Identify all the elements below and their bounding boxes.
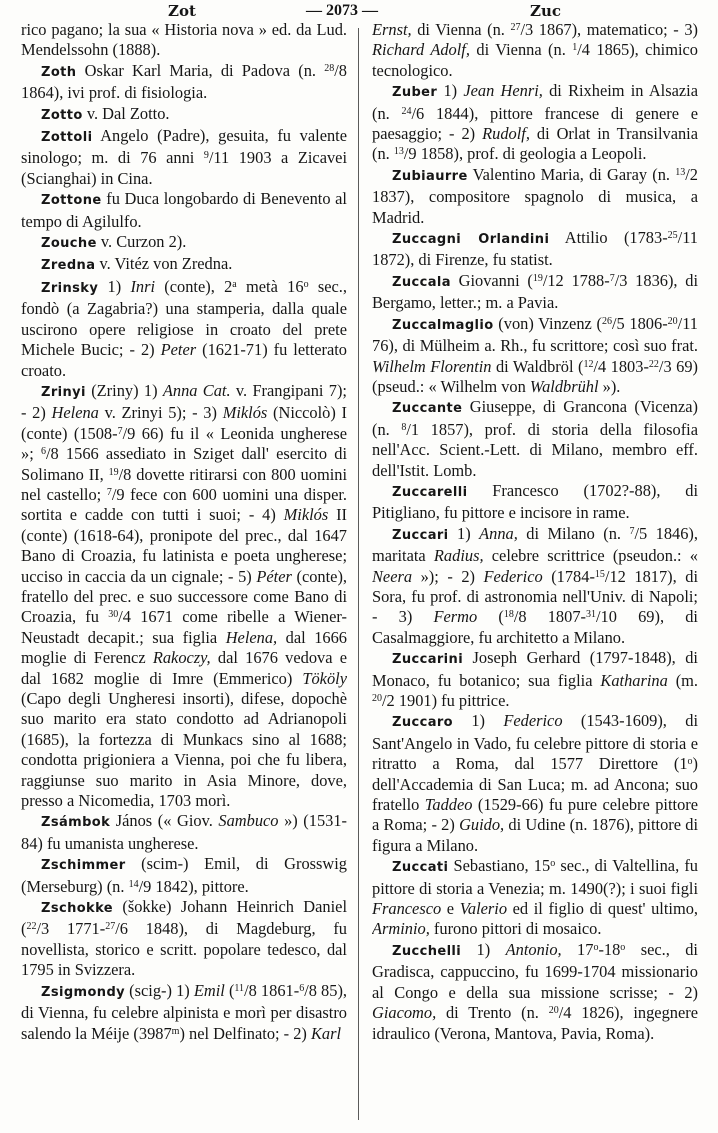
entry-text: (: [224, 980, 235, 1000]
superscript: 28: [324, 62, 335, 74]
superscript: o: [303, 278, 309, 290]
entry-text: di Udine (n. 1876), pittore di figura a Milano.: [372, 815, 698, 855]
superscript: 22: [26, 921, 37, 933]
entry-text: /3 1836), di Bergamo, letter.; m. a Pavia.: [372, 270, 698, 313]
superscript: 9: [203, 150, 209, 162]
dictionary-entry: [372, 314, 698, 398]
entry-text: di Orlat in Transilvania (n.: [372, 124, 698, 164]
entry-text: di Waldbröl (: [491, 356, 584, 376]
entry-text: di Vienna (n.: [411, 20, 511, 39]
entry-text: 1): [448, 523, 480, 543]
entry-text: sec., fondò (a Zagabria?) una stamperia, dalla quale uscirono opere religiose in croato del prete Michele Bucic; - 2): [21, 276, 347, 360]
entry-text: /11 1903 a Zicavei (Scianghai) in Cina.: [21, 148, 347, 188]
italic-text: Radius,: [433, 546, 484, 566]
dictionary-entry: [372, 940, 698, 1044]
headword: Zuccala: [392, 274, 451, 290]
headword: Zotto: [41, 107, 83, 123]
entry-text: /8 85), di Vienna, fu celebre alpinista e morì per disastro salendo la Méije (3987: [21, 980, 347, 1043]
entry-text: János (« Giov.: [110, 811, 219, 831]
entry-text: e: [441, 899, 460, 919]
italic-text: Anna,: [479, 523, 518, 543]
superscript: 20: [548, 1005, 559, 1017]
entry-text: di Vienna (n.: [469, 40, 573, 60]
entry-text: (: [477, 607, 504, 627]
italic-text: Jean Henri,: [463, 81, 543, 101]
italic-text: Rudolf,: [482, 124, 530, 144]
entry-text: (šokke) Johann Heinrich Daniel (: [21, 897, 347, 939]
superscript: o: [593, 941, 599, 953]
entry-text: v. Zrinyi 5); - 3): [98, 403, 223, 423]
entry-text: /6 1848), di Magdeburg, fu novellista, storico e scritt. popolare tedesco, dal 1795 in Svizzera.: [21, 919, 347, 980]
entry-text: /9 66) fu il « Leonida ungherese »;: [21, 423, 347, 464]
italic-text: Guido,: [459, 815, 505, 835]
headword: Zuccalmaglio: [392, 317, 494, 333]
entry-text: »).: [598, 376, 621, 396]
headword: Zuccaro: [392, 715, 454, 731]
italic-text: Helena: [51, 403, 99, 423]
dictionary-entry: [21, 811, 347, 854]
entry-text: sec., di Gradisca, cappuccino, fu 1699-1704 missionario al Congo e della sua missione scrisse; - 2): [372, 939, 698, 1002]
entry-text: /6 1844), pittore francese di genere e paesaggio; - 2): [372, 103, 698, 144]
entry-text: (conte), fratello del prec. e suo successore come Bano di Croazia, fu: [21, 566, 347, 627]
dictionary-entry: [372, 228, 698, 271]
dictionary-entry: [21, 277, 347, 381]
superscript: 24: [401, 105, 412, 117]
italic-text: Waldbrühl: [529, 376, 599, 396]
dictionary-entry: [21, 126, 347, 189]
entry-text: /4 1826), ingegnere idraulico (Verona, Mantova, Pavia, Roma).: [372, 1003, 698, 1043]
superscript: 1: [572, 42, 578, 54]
entry-text: /12 1817), di Sora, fu prof. di astronomia nell'Univ. di Napoli; - 3): [372, 566, 698, 627]
superscript: 6: [299, 982, 305, 994]
entry-text: di Milano (n.: [517, 523, 630, 543]
entry-text: di Rixheim in Alsazia (n.: [372, 81, 698, 123]
dictionary-entry: [21, 104, 347, 126]
dictionary-entry: [372, 648, 698, 711]
entry-text: /3 69) (pseud.: « Wilhelm von: [372, 356, 698, 396]
italic-text: Neera: [372, 566, 413, 586]
entry-text: /9 fece con 600 uomini una disper. sortita e cadde con tutti i suoi; - 4): [21, 484, 347, 525]
dictionary-entry: [372, 165, 698, 228]
superscript: m: [171, 1025, 180, 1037]
entry-text: ) nel Delfinato; - 2): [179, 1023, 311, 1043]
entry-text: /9 1842), pittore.: [138, 876, 249, 896]
entry-text: /8 1566 assediato in Sziget dall' esercito di Solimano II,: [21, 444, 347, 484]
entry-text: dal 1676 vedova e dal 1682 moglie di Imre (Emmerico): [21, 648, 347, 688]
entry-text: metà 16: [236, 276, 304, 296]
headword: Zrinyi: [41, 384, 86, 400]
italic-text: Francesco: [372, 899, 442, 919]
entry-text: /3 1867), matematico; - 3): [520, 20, 698, 39]
entry-text: (Capo degli Ungheresi insorti), difese, dopochè suo marito era stato condotto ad Adrianopoli (1685), la fortezza di Munkacs sino al 1688; condotta prigioniera a Vienna, poi che fu libera, raggiunse suo marito in Asia Minore, dove, presso a Nicomedia, 1703 morì.: [21, 689, 347, 811]
superscript: 7: [629, 525, 635, 537]
entry-text: Joseph Gerhard (1797-1848), di Monaco, fu botanico; sua figlia: [372, 648, 698, 690]
dictionary-entry: [21, 381, 347, 812]
superscript: 25: [667, 230, 678, 242]
headword: Zottoli: [41, 130, 93, 146]
entry-text: /5 1806-: [611, 313, 668, 333]
dictionary-entry: [21, 232, 347, 254]
entry-text: Attilio (1783-: [549, 228, 668, 248]
headword: Zredna: [41, 258, 96, 274]
italic-text: Taddeo: [424, 795, 473, 815]
italic-text: Federico: [483, 566, 543, 586]
entry-text: 1): [437, 81, 464, 101]
headword: Zuccagni Orlandini: [392, 232, 550, 248]
italic-text: Emil: [193, 980, 225, 1000]
dictionary-entry: [372, 856, 698, 940]
superscript: 19: [108, 466, 119, 478]
superscript: 30: [108, 609, 119, 621]
dictionary-entry: [21, 61, 347, 104]
entry-text: /4 1803-: [593, 356, 649, 376]
entry-text: /10 69), di Casalmaggiore, fu architetto a Milano.: [372, 607, 698, 647]
entry-text: fu Duca longobardo di Benevento al tempo di Agilulfo.: [21, 189, 347, 231]
entry-text: (scim-) Emil, di Grosswig (Merseburg) (n.: [21, 854, 347, 896]
superscript: o: [687, 756, 693, 768]
dictionary-entry: [21, 854, 347, 897]
headword: Zoth: [41, 64, 77, 80]
headword: Zschokke: [41, 901, 114, 917]
superscript: 15: [594, 568, 605, 580]
entry-text: /2 1837), compositore spagnolo di musica, a Madrid.: [372, 164, 698, 227]
entry-text: /4 1865), chimico tecnologico.: [372, 40, 698, 80]
entry-text: Giuseppe, di Grancona (Vicenza) (n.: [372, 397, 698, 439]
headword: Zucchelli: [392, 943, 462, 959]
entry-text: rico pagano; la sua « Historia nova » ed. da Lud. Mendelssohn (1888).: [21, 20, 347, 60]
entry-text: furono pittori di mosaico.: [429, 919, 602, 939]
entry-text: Francesco (1702?-88), di Pitigliano, fu pittore e incisore in rame.: [372, 480, 698, 523]
entry-text: v. Dal Zotto.: [82, 103, 170, 123]
entry-text: -18: [598, 939, 621, 959]
superscript: o: [550, 858, 556, 870]
entry-text: Sebastiano, 15: [448, 856, 551, 876]
entry-text: celebre scrittrice (pseudon.: «: [483, 546, 698, 566]
right-column: [372, 20, 698, 1128]
entry-text: 1): [98, 276, 131, 296]
superscript: 8: [401, 421, 407, 433]
italic-text: Wilhelm Florentin: [372, 356, 492, 376]
dictionary-entry: [372, 524, 698, 648]
superscript: 18: [503, 609, 514, 621]
superscript: o: [620, 941, 626, 953]
entry-text: /8 1807-: [513, 607, 586, 627]
entry-text: 1): [453, 711, 504, 731]
entry-text: (von) Vinzenz (: [493, 313, 602, 333]
superscript: 7: [117, 425, 123, 437]
dictionary-entry: [21, 897, 347, 981]
entry-text: 1): [461, 939, 506, 959]
entry-text: (1621-71) fu letterato croato.: [21, 340, 347, 380]
header-first-entry: Zot: [168, 2, 196, 20]
dictionary-entry: [21, 254, 347, 276]
italic-text: Rakoczy,: [152, 648, 211, 668]
entry-text: v. Frangipani 7); - 2): [21, 380, 347, 423]
superscript: 11: [234, 982, 245, 994]
dictionary-entry: [372, 81, 698, 165]
headword: Zottone: [41, 193, 102, 209]
entry-text: (1543-1609), di Sant'Angelo in Vado, fu celebre pittore di storia e ritratto a Roma, dal 1577 Direttore (1: [372, 711, 698, 774]
entry-text: Angelo (Padre), gesuita, fu valente sinologo; m. di 76 anni: [21, 126, 347, 168]
headword: Zrinsky: [41, 280, 99, 296]
entry-text: (scig-) 1): [125, 980, 194, 1000]
headword: Zuccari: [392, 527, 449, 543]
entry-text: /11 1872), di Firenze, fu statist.: [372, 228, 698, 270]
italic-text: Péter: [256, 566, 292, 586]
italic-text: Anna Cat.: [162, 380, 231, 400]
entry-text: sec., di Valtellina, fu pittore di storia a Venezia; m. 1490(?); i suoi figli: [372, 856, 698, 898]
entry-continuation: [372, 20, 698, 81]
entry-text: di Trento (n.: [436, 1003, 549, 1023]
entry-text: v. Vitéz von Zredna.: [95, 254, 233, 274]
italic-text: Richard Adolf,: [372, 40, 470, 60]
headword: Zschimmer: [41, 858, 126, 874]
entry-text: v. Curzon 2).: [96, 232, 187, 252]
superscript: 7: [609, 272, 615, 284]
entry-text: »); - 2): [412, 566, 484, 586]
dictionary-entry: [372, 711, 698, 856]
header-last-entry: Zuc: [530, 2, 561, 20]
headword: Zouche: [41, 236, 97, 252]
entry-text: /2 1901) fu pittrice.: [382, 691, 510, 710]
italic-text: Arminio,: [372, 919, 430, 939]
italic-text: Ernst,: [372, 20, 412, 39]
italic-text: Valerio: [459, 899, 508, 919]
entry-text: /4 1671 come ribelle a Wiener-Neustadt decapit.; sua figlia: [21, 607, 347, 647]
headword: Zubiaurre: [392, 168, 468, 184]
headword: Zsigmondy: [41, 984, 126, 1000]
entry-text: /5 1846), maritata: [372, 523, 698, 566]
entry-text: ») (1531-84) fu umanista ungherese.: [21, 811, 347, 853]
entry-text: (1784-: [542, 566, 595, 586]
dictionary-entry: [21, 981, 347, 1044]
italic-text: Antonio,: [505, 939, 562, 959]
entry-text: /8 1864), ivi prof. di fisiologia.: [21, 60, 347, 103]
entry-text: /8 dovette ritirarsi con 800 uomini nel castello;: [21, 464, 347, 504]
entry-text: (1529-66) fu pure celebre pittore a Roma; - 2): [372, 795, 698, 835]
entry-text: /1 1857), prof. di storia della filosofia nell'Acc. Scient.-Lett. di Milano, membro eff. dell'Istit. Lomb.: [372, 419, 698, 480]
entry-text: Oskar Karl Maria, di Padova (n.: [76, 60, 325, 80]
dictionary-entry: [372, 481, 698, 524]
headword: Zuccarelli: [392, 484, 468, 500]
entry-text: 17: [561, 939, 594, 959]
italic-text: Katharina: [600, 670, 668, 690]
entry-text: dal 1666 moglie di Ferencz: [21, 627, 347, 668]
italic-text: Inri: [130, 276, 156, 296]
entry-text: (Zriny) 1): [85, 380, 163, 400]
headword: Zuccarini: [392, 652, 464, 668]
headword: Zuber: [392, 85, 438, 101]
entry-text: /3 1771-: [36, 919, 106, 939]
superscript: 31: [585, 609, 596, 621]
entry-continuation: [21, 20, 347, 61]
italic-text: Sambuco: [218, 811, 279, 831]
italic-text: Karl: [311, 1023, 342, 1043]
italic-text: Miklós: [222, 403, 268, 423]
entry-text: /12 1788-: [542, 270, 610, 290]
superscript: 22: [648, 358, 659, 370]
superscript: 13: [393, 146, 404, 158]
entry-text: ) dell'Accademia di San Luca; m. ad Ancona; suo fratello: [372, 754, 698, 815]
superscript: 20: [667, 315, 678, 327]
italic-text: Tököly: [302, 668, 347, 688]
superscript: 13: [675, 166, 686, 178]
entry-text: (conte), 2: [155, 276, 233, 296]
left-column: [21, 20, 347, 1128]
superscript: 26: [601, 315, 612, 327]
superscript: 7: [106, 486, 112, 498]
column-divider: [358, 28, 359, 1120]
entry-text: Valentino Maria, di Garay (n.: [467, 164, 676, 184]
entry-text: ed il figlio di quest' ultimo,: [507, 899, 698, 919]
entry-text: (m.: [667, 670, 698, 690]
entry-text: /8 1861-: [244, 980, 300, 1000]
headword: Zsámbok: [41, 815, 111, 831]
superscript: 20: [372, 693, 382, 704]
italic-text: Federico: [503, 711, 563, 731]
entry-text: II (conte) (1618-64), pronipote del prec., dal 1647 Bano di Croazia, fu latinista e poeta ungherese; ucciso in caccia da un cignale; - 5): [21, 505, 347, 586]
italic-text: Giacomo,: [372, 1003, 437, 1023]
superscript: 12: [583, 358, 594, 370]
italic-text: Helena,: [225, 627, 278, 647]
entry-text: Giovanni (: [450, 270, 533, 290]
dictionary-entry: [21, 189, 347, 232]
superscript: 14: [128, 878, 139, 890]
entry-text: /11 76), di Mülheim a. Rh., fu scrittore; così suo frat.: [372, 313, 698, 356]
dictionary-entry: [372, 397, 698, 481]
superscript: a: [232, 278, 237, 290]
italic-text: Fermo: [433, 607, 478, 627]
superscript: 27: [510, 22, 521, 33]
page-number: — 2073 —: [306, 2, 378, 19]
italic-text: Miklós: [283, 505, 329, 525]
superscript: 27: [105, 921, 116, 933]
italic-text: Peter: [160, 340, 197, 360]
entry-text: /9 1858), prof. di geologia a Leopoli.: [403, 144, 647, 164]
entry-text: (Niccolò) I (conte) (1508-: [21, 403, 347, 443]
headword: Zuccante: [392, 401, 463, 417]
superscript: 6: [40, 446, 46, 458]
headword: Zuccati: [392, 860, 449, 876]
dictionary-entry: [372, 271, 698, 314]
superscript: 19: [532, 272, 543, 284]
